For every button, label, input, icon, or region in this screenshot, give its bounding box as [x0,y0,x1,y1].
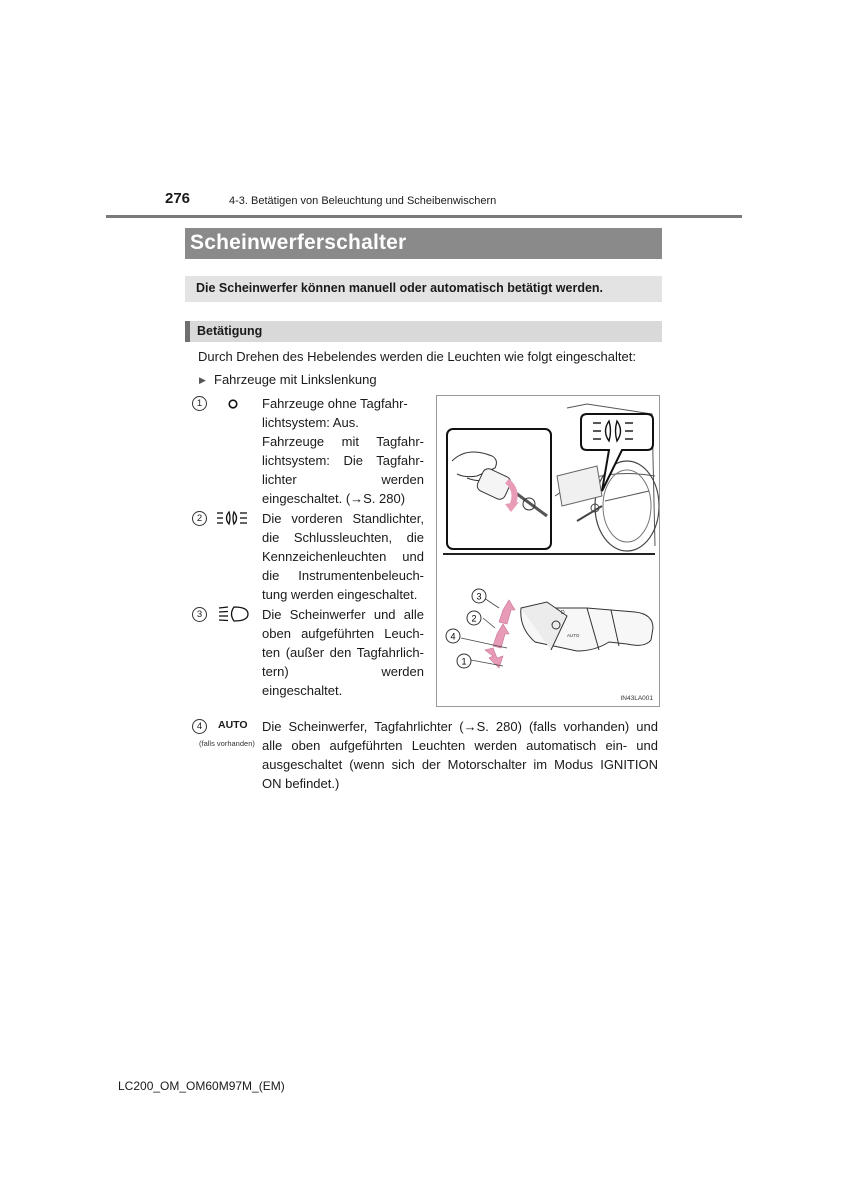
intro-text: Die Scheinwerfer können manuell oder automatisch betätigt werden. [196,281,604,295]
item-4-line: Die Scheinwerfer, Tagfahrlichter (→S. 280) (falls vorhanden) und [262,719,658,734]
arrow-up-3 [499,600,515,624]
svg-text:AUTO: AUTO [567,633,580,638]
callout-1 [457,654,471,668]
item-3-line: eingeschaltet. [262,683,343,698]
footer-doc-code: LC200_OM_OM60M97M_(EM) [118,1079,285,1093]
item-1-line: lichtsystem: Die Tagfahr- [262,453,424,468]
item-1-line: eingeschaltet. (→S. 280) [262,491,406,506]
item-1-line: lichtsystem: Aus. [262,415,359,430]
subsection-heading-bar [185,321,662,342]
item-2-line: tung werden eingeschaltet. [262,587,418,602]
svg-text:D: D [561,610,565,616]
item-3-line: Die Scheinwerfer und alle [262,607,424,622]
subsection-accent [185,321,190,342]
parking-lights-icon [216,510,248,526]
arrow-up-2 [493,624,509,648]
off-circle-icon [226,397,240,411]
item-number-3: 3 [192,607,207,622]
intro-box [185,276,662,302]
item-number-1: 1 [192,396,207,411]
page-number: 276 [165,190,191,207]
switch-illustration [436,395,660,707]
figure-code: IN43LA001 [620,695,653,702]
item-2-line: die Instrumentenbeleuch- [262,568,424,583]
item-1-line: lichter werden [262,472,424,487]
item-3-line: ten (außer den Tagfahrlich- [262,645,424,660]
item-number-4: 4 [192,719,207,734]
callout-2 [467,611,481,625]
header-rule [106,215,742,218]
arrow-down-1 [485,648,503,668]
subsection-heading: Betätigung [197,324,263,338]
bullet-triangle-icon: ▶ [199,375,206,385]
item-1-line: Fahrzeuge mit Tagfahr- [262,434,424,449]
item-2-line: Kennzeichenleuchten und [262,549,424,564]
item-4-line: ausgeschaltet (wenn sich der Motorschalter im Modus IGNITION [262,757,658,772]
headlight-icon [218,605,250,623]
item-number-2: 2 [192,511,207,526]
svg-text:3: 3 [476,591,482,602]
callout-3 [472,589,486,603]
running-head: 4-3. Betätigen von Beleuchtung und Scheibenwischern [229,195,497,207]
switch-illustration-drawing [437,396,659,706]
svg-text:4: 4 [450,631,456,642]
bullet-text: Fahrzeuge mit Linkslenkung [214,372,377,387]
item-2-line: die Schlussleuchten, die [262,530,424,545]
item-1-line: Fahrzeuge ohne Tagfahr- [262,396,408,411]
svg-text:1: 1 [461,656,467,667]
callout-4 [446,629,460,643]
auto-availability-note: (falls vorhanden) [199,739,255,748]
lead-paragraph: Durch Drehen des Hebelendes werden die Leuchten wie folgt eingeschaltet: [198,349,636,364]
item-2-line: Die vorderen Standlichter, [262,511,424,526]
item-3-text [262,605,424,700]
item-1-text [262,394,424,508]
item-3-line: tern) werden [262,664,424,679]
item-2-text [262,509,424,604]
section-title-bar [185,228,662,259]
svg-text:2: 2 [471,613,477,624]
item-4-line: alle oben aufgeführten Leuchten werden automatisch ein- und [262,738,658,753]
section-title: Scheinwerferschalter [190,231,407,254]
auto-label: AUTO [218,719,248,731]
item-3-line: oben aufgeführten Leuch- [262,626,424,641]
item-4-text [262,717,658,793]
item-4-line: ON befindet.) [262,776,340,791]
